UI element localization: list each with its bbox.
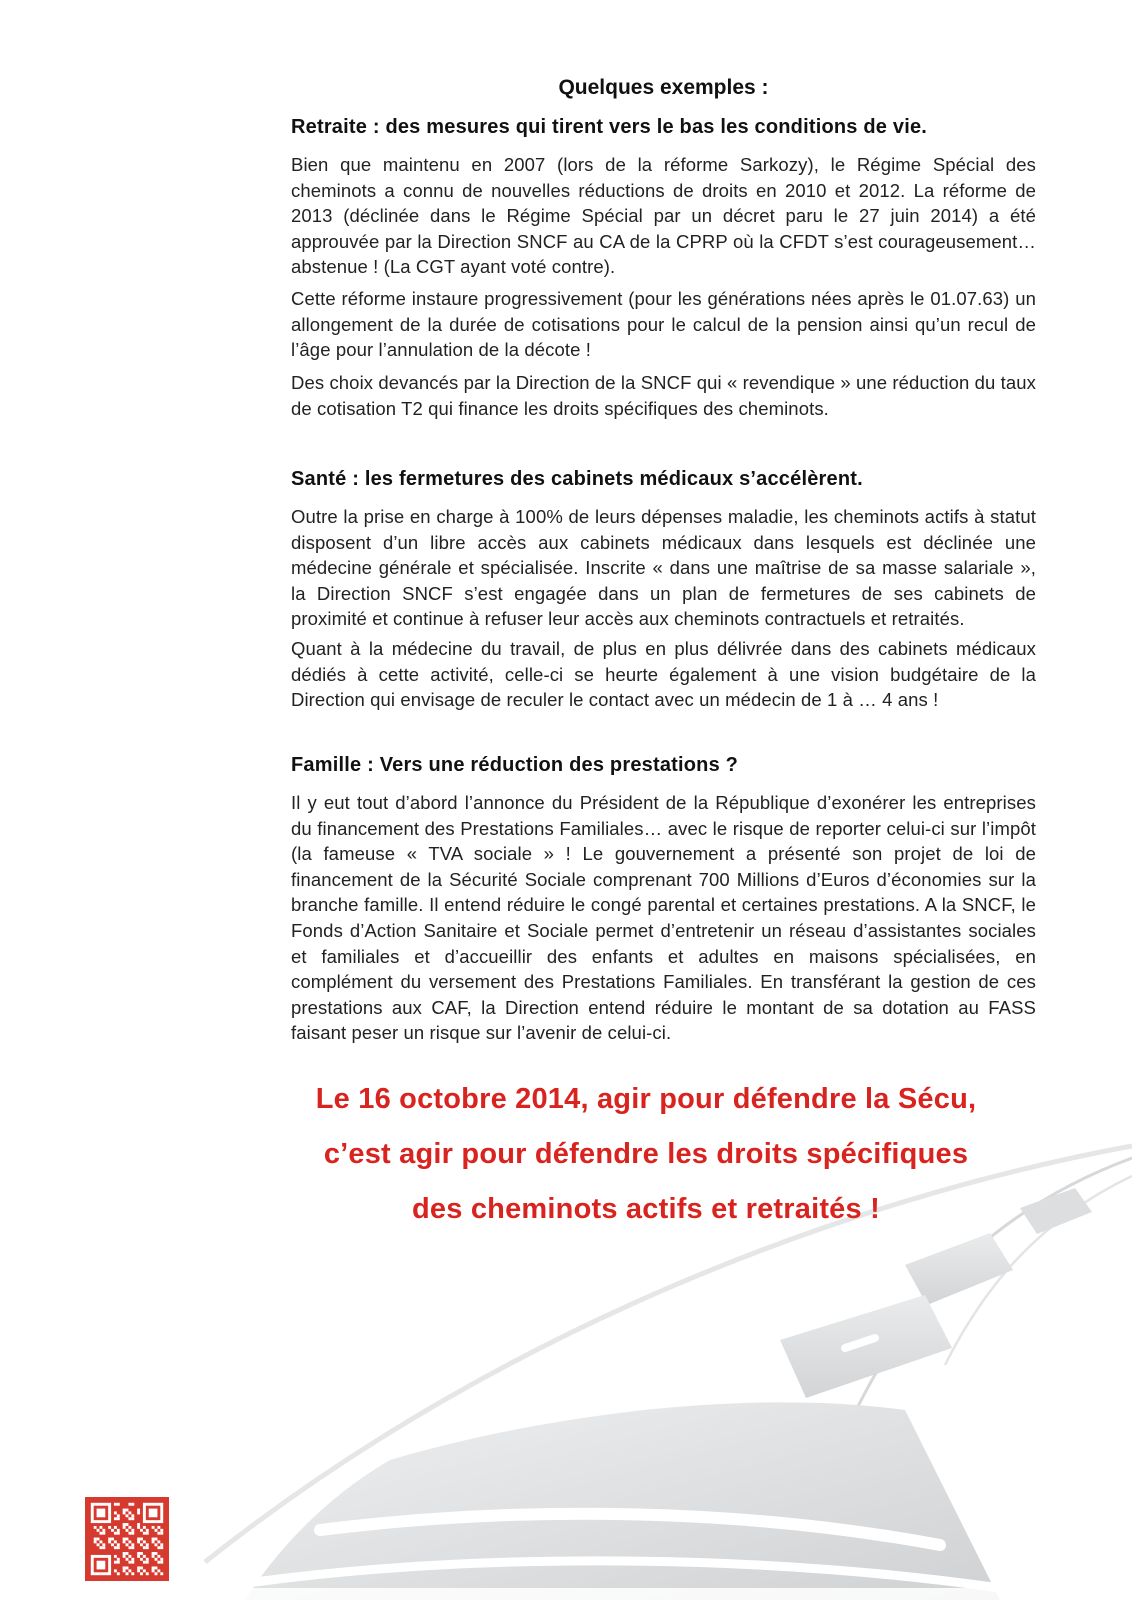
- section-paragraph: Il y eut tout d’abord l’annonce du Président de la République d’exonérer les entreprises du financement des Prestations Familiales… avec le risque de reporter celui-ci sur l’impôt (la fameuse « TVA sociale » ! Le gouvernement a présenté son projet de loi de financement de la Sécurité Sociale comprenant 700 Millions d’Euros d’économies sur la branche famille. Il entend réduire le congé parental et certaines prestations. A la SNCF, le Fonds d’Action Sanitaire et Sociale permet d’entretenir un réseau d’assistantes sociales et familiales et d’accueillir des enfants et adultes en maisons spécialisées, en complément du versement des Prestations Familiales. En transférant la gestion de ces prestations aux CAF, la Direction entend réduire le montant de sa dotation au FASS faisant peser un risque sur l’avenir de celui-ci.: [291, 792, 1036, 1044]
- section-paragraph: Cette réforme instaure progressivement (pour les générations nées après le 01.07.63) un allongement de la durée de cotisations pour le calcul de la pension ainsi qu’un recul de l’âge pour l’annulation de la décote !: [291, 288, 1036, 361]
- section-paragraph: Des choix devancés par la Direction de la SNCF qui « revendique » une réduction du taux de cotisation T2 qui finance les droits spécifiques des cheminots.: [291, 372, 1037, 419]
- section-heading-famille: Famille : Vers une réduction des prestations ?: [291, 754, 739, 776]
- section-paragraph: Quant à la médecine du travail, de plus en plus délivrée dans des cabinets médicaux dédiés à cette activité, celle-ci se heurte également à une vision budgétaire de la Direction qui envisage de reculer le contact avec un médecin de 1 à … 4 ans !: [291, 638, 1036, 711]
- section-paragraph: Bien que maintenu en 2007 (lors de la réforme Sarkozy), le Régime Spécial des cheminots a connu de nouvelles réductions de droits en 2010 et 2012. La réforme de 2013 (déclinée dans le Régime Spécial par un décret paru le 27 juin 2014) a été approuvée par la Direction SNCF au CA de la CPRP où la CFDT s’est courageusement… abstenue ! (La CGT ayant voté contre).: [291, 154, 1036, 278]
- callout-line: c’est agir pour défendre les droits spécifiques: [323, 1138, 969, 1170]
- section-heading-sante: Santé : les fermetures des cabinets médicaux s’accélèrent.: [291, 468, 863, 490]
- intro-title: Quelques exemples :: [558, 76, 769, 99]
- callout-banner: [266, 1072, 1026, 1237]
- qr-code-image: [85, 1497, 169, 1581]
- callout-line: des cheminots actifs et retraités !: [412, 1193, 880, 1225]
- section-heading-retraite: Retraite : des mesures qui tirent vers le bas les conditions de vie.: [291, 116, 928, 138]
- section-paragraph: Outre la prise en charge à 100% de leurs dépenses maladie, les cheminots actifs à statut disposent d’un libre accès aux cabinets médicaux dans lesquels est déclinée une médecine générale et spécialisée. Inscrite « dans une maîtrise de sa masse salariale », la Direction SNCF s’est engagée dans un plan de fermetures de ses cabinets de proximité et continue à refuser leur accès aux cheminots contractuels et retraités.: [291, 506, 1036, 630]
- callout-line: Le 16 octobre 2014, agir pour défendre la Sécu,: [315, 1083, 977, 1115]
